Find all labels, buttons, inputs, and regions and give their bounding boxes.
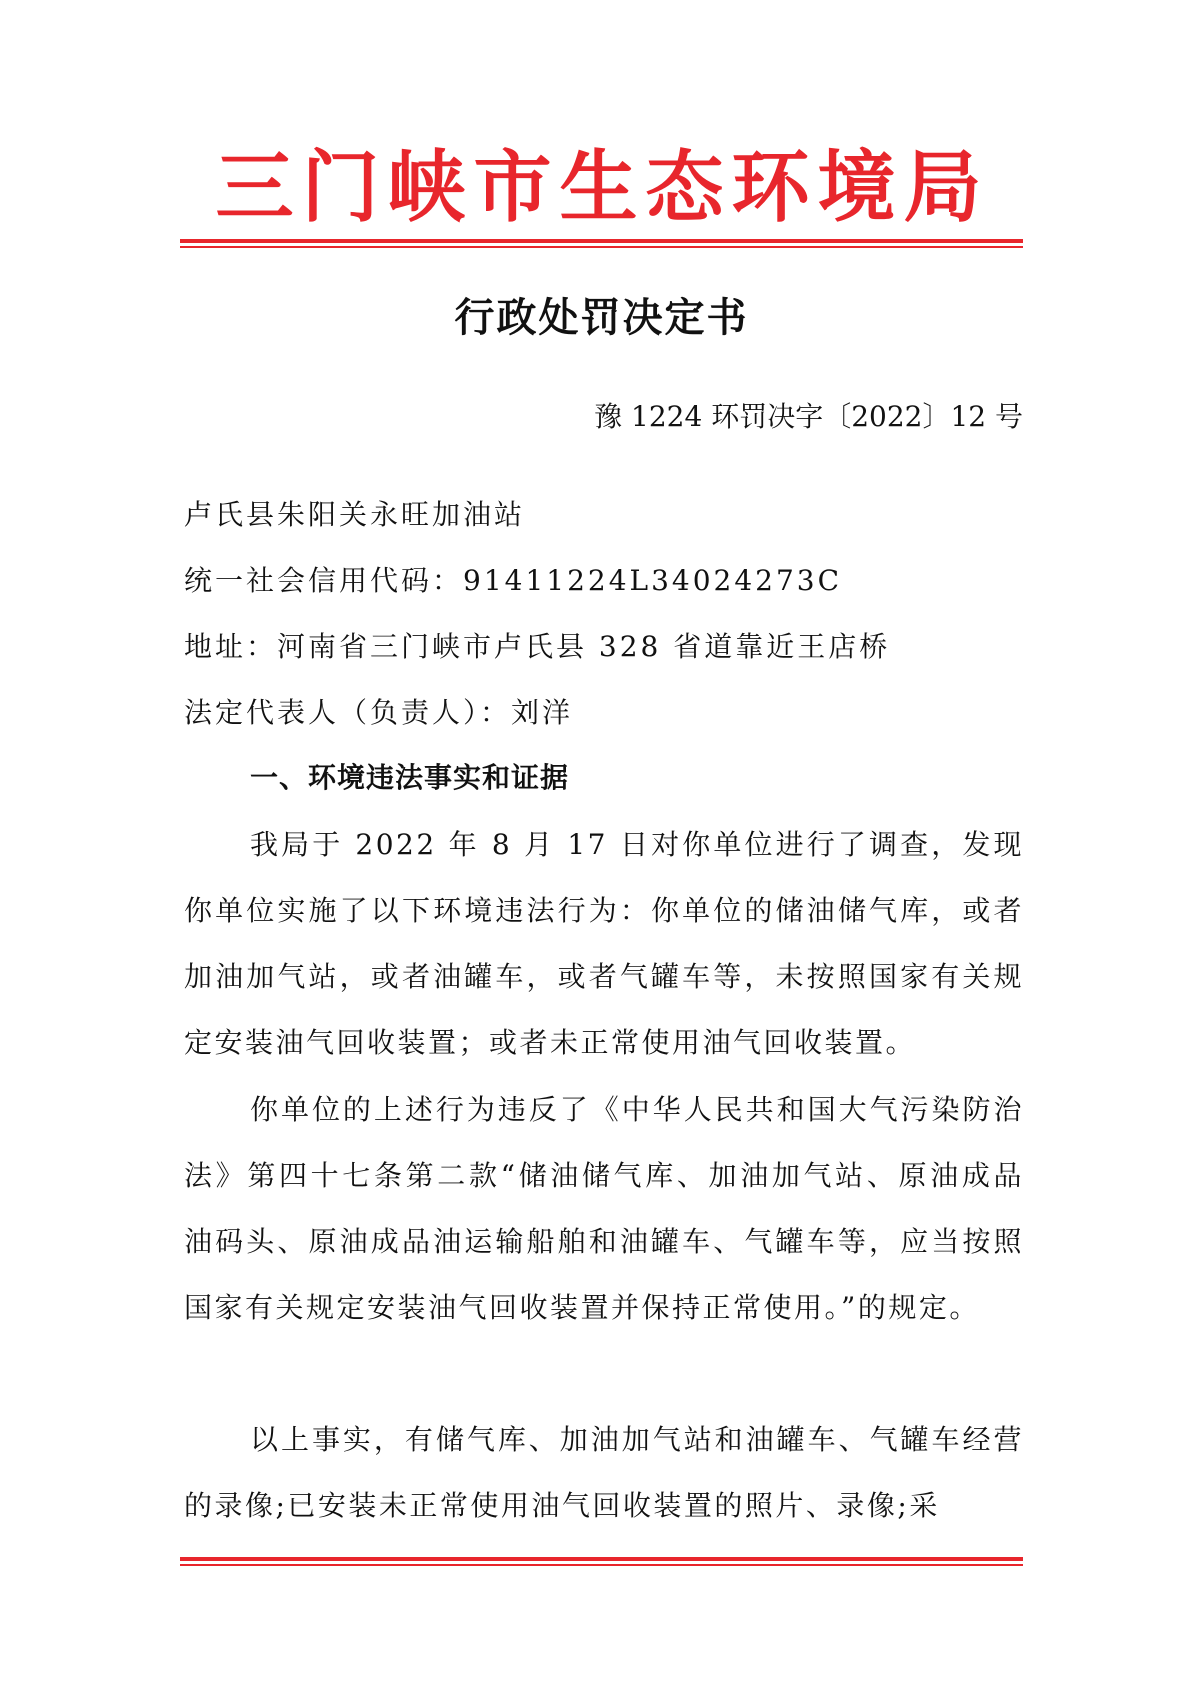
credit-code: 统一社会信用代码：91411224L34024273C — [184, 564, 843, 597]
footer-divider — [180, 1557, 1023, 1566]
recipient-address: 地址：河南省三门峡市卢氏县 328 省道靠近王店桥 — [184, 630, 891, 663]
recipient-name: 卢氏县朱阳关永旺加油站 — [184, 498, 526, 531]
agency-masthead: 三门峡市生态环境局 — [215, 142, 990, 233]
masthead-divider — [180, 239, 1023, 248]
divider-thin-line — [180, 1564, 1023, 1566]
divider-thin-line — [180, 246, 1023, 248]
document-title: 行政处罚决定书 — [454, 294, 749, 341]
document-number: 豫 1224 环罚决字〔2022〕12 号 — [594, 400, 1023, 433]
legal-representative: 法定代表人（负责人）：刘洋 — [184, 696, 574, 729]
body-paragraph: 以上事实，有储气库、加油加气站和油罐车、气罐车经营的录像;已安装未正常使用油气回收装置的照片、录像;采 — [184, 1423, 1024, 1522]
divider-thick-line — [180, 1557, 1023, 1561]
body-paragraph: 你单位的上述行为违反了《中华人民共和国大气污染防治法》第四十七条第二款“储油储气库、加油加气站、原油成品油码头、原油成品油运输船舶和油罐车、气罐车等，应当按照国家有关规定安装油气回收装置并保持正常使用。”的规定。 — [184, 1093, 1024, 1324]
section-heading-violation-facts: 一、环境违法事实和证据 — [250, 761, 570, 794]
body-paragraph: 我局于 2022 年 8 月 17 日对你单位进行了调查，发现你单位实施了以下环境违法行为：你单位的储油储气库，或者加油加气站，或者油罐车，或者气罐车等，未按照国家有关规定安装油气回收装置；或者未正常使用油气回收装置。 — [184, 828, 1024, 1059]
divider-thick-line — [180, 239, 1023, 243]
